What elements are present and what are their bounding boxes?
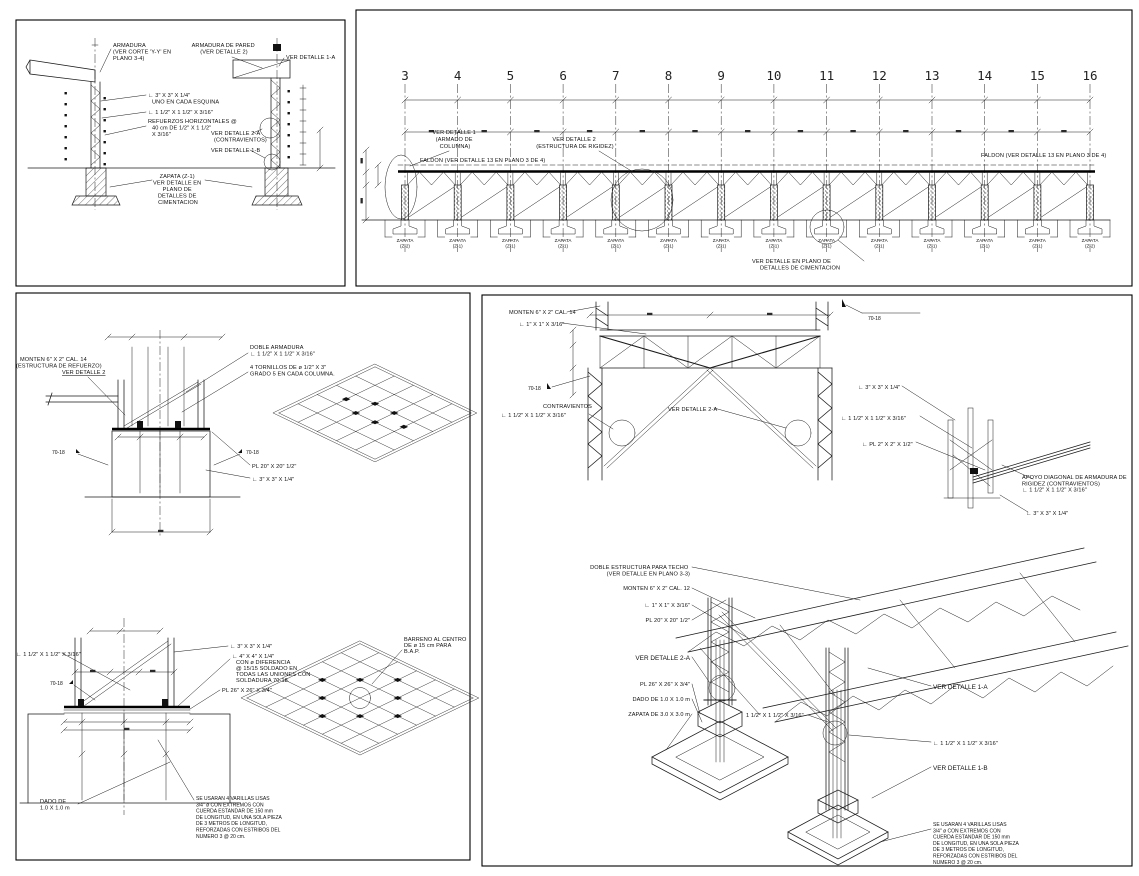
label-angle-main: ∟ 1 1/2" X 1 1/2" X 3/16" <box>148 110 213 116</box>
wall-section-left <box>26 38 120 210</box>
label-cimentacion: VER DETALLE EN PLANO DE DETALLES DE CIMENTACION <box>752 259 841 272</box>
label-angle1-portal: ∟ 1" X 1" X 3/16" <box>519 322 565 328</box>
label-doble-estructura: DOBLE ESTRUCTURA PARA TECHO (VER DETALLE EN PLANO 3-3) <box>590 565 690 578</box>
label-detalle-2: VER DETALLE 2 (ESTRUCTURA DE RIGIDEZ) <box>536 137 614 150</box>
svg-text:16: 16 <box>1082 68 1098 83</box>
label-angle3-lower: ∟ 3" X 3" X 1/4" <box>230 644 273 650</box>
svg-text:6: 6 <box>559 68 567 83</box>
base-plan-grid-lower <box>241 641 479 755</box>
label-dado-iso: DADO DE 1.0 X 1.0 m <box>632 697 690 703</box>
label-detalle-1a-iso: VER DETALLE 1-A <box>933 684 988 691</box>
svg-text:ZAPATA(Z-1): ZAPATA (Z-1) <box>554 238 572 249</box>
label-angle-corner: ∟ 3" X 3" X 1/4" UNO EN CADA ESQUINA <box>148 93 220 106</box>
leader-lines <box>62 646 230 804</box>
label-monten-iso: MONTEN 6" X 2" CAL. 12 <box>623 586 690 592</box>
svg-text:ZAPATA(Z-1): ZAPATA (Z-1) <box>818 238 836 249</box>
label-angle1-iso: ∟ 1" X 1" X 3/16" <box>644 603 690 609</box>
leader-lines <box>100 49 284 187</box>
svg-text:ZAPATA(Z-1): ZAPATA (Z-1) <box>1028 238 1046 249</box>
svg-text:ZAPATA(Z-1): ZAPATA (Z-1) <box>923 238 941 249</box>
label-refuerzos: REFUERZOS HORIZONTALES @ 40 cm DE 1/2" X 1 1/2" X 3/16" <box>148 119 237 138</box>
base-plan-grid-upper <box>273 364 477 462</box>
label-detalle-1b: VER DETALLE 1-B <box>211 148 261 154</box>
callout-circle-2a <box>260 118 280 138</box>
label-detalle-1: VER DETALLE 1 (ARMADO DE COLUMNA) <box>432 130 476 150</box>
svg-text:13: 13 <box>924 68 940 83</box>
svg-text:14: 14 <box>977 68 993 83</box>
callout-circle-angle-iso <box>823 721 847 745</box>
label-detalle-2a: VER DETALLE 2-A (CONTRAVIENTOS) <box>211 131 267 144</box>
label-weld-lower: 70-18 <box>50 681 63 687</box>
rebar-marks-right <box>288 90 290 158</box>
label-apoyo-note: APOYO DIAGONAL DE ARMADURA DE RIGIDEZ (CONTRAVIENTOS) ∟ 1 1/2" X 1 1/2" X 3/16" <box>1022 475 1127 494</box>
svg-text:ZAPATA(Z-1): ZAPATA (Z-1) <box>765 238 783 249</box>
label-placa-portal: ∟ PL 2" X 2" X 1/2" <box>862 442 913 448</box>
grid-numbers <box>401 68 1097 83</box>
label-zapata-iso: ZAPATA DE 3.0 X 3.0 m <box>628 712 690 718</box>
svg-text:15: 15 <box>1029 68 1045 83</box>
svg-text:ZAPATA(Z-2): ZAPATA (Z-2) <box>1081 238 1099 249</box>
label-placa-lower: PL 26" X 26" X 3/4" <box>222 688 272 694</box>
svg-text:3: 3 <box>401 68 409 83</box>
label-doble-armadura: DOBLE ARMADURA ∟ 1 1/2" X 1 1/2" X 3/16" <box>250 345 315 358</box>
label-zapata-note: ZAPATA (Z-1) VER DETALLE EN PLANO DE DETALLES DE CIMENTACION <box>153 174 202 206</box>
panel-wall-sections <box>16 20 345 286</box>
panel-base-details <box>16 293 479 860</box>
label-weld-left: 70-18 <box>52 450 65 456</box>
label-varillas-iso: SE USARAN 4 VARILLAS LISAS 3/4" ø CON EXTREMOS CON CUERDA ESTANDAR DE 150 mm DE LONGITUD, EN UNA SOLA PIEZA DE 3 METROS DE LONGITUD, REFORZADAS CON ESTRIBOS DEL NUMERO 3 @ 20 cm. <box>933 822 1019 866</box>
footings <box>385 220 1110 237</box>
label-angle4-note: ∟ 4" X 4" X 1/4" CON ø DIFERENCIA @ 15/15 SOLDADO EN TODAS LAS UNIONES CON SOLDADURA 70-18. <box>232 654 311 684</box>
label-angle-main-portal: ∟ 1 1/2" X 1 1/2" X 3/16" <box>841 416 906 422</box>
label-weld-right: 70-18 <box>246 450 259 456</box>
base-detail-lower <box>20 618 240 815</box>
label-angle3-apoyo: ∟ 3" X 3" X 1/4" <box>1026 511 1069 517</box>
frame-isometric <box>652 548 1128 865</box>
callout-circle-right <box>785 420 811 446</box>
label-placa2-iso: PL 26" X 26" X 3/4" <box>640 682 690 688</box>
panel-border <box>482 295 1132 866</box>
svg-text:12: 12 <box>871 68 887 83</box>
label-weld-portal-left: 70-18 <box>528 386 541 392</box>
label-angle3-portal: ∟ 3" X 3" X 1/4" <box>858 385 901 391</box>
wall-section-right <box>233 38 323 210</box>
label-dado: DADO DE 1.0 X 1.0 m <box>40 799 70 812</box>
portal-frame-detail <box>547 299 985 480</box>
label-armadura-pared: ARMADURA DE PARED (VER DETALLE 2) <box>191 43 255 56</box>
panel-border <box>16 293 470 860</box>
leader-lines <box>552 306 985 470</box>
label-placa-upper: PL 20" X 20" 1/2" <box>252 464 297 470</box>
label-detalle-2a-portal: VER DETALLE 2-A <box>668 407 718 413</box>
label-monten-portal: MONTEN 6" X 2" CAL. 14 <box>509 310 576 316</box>
label-detalle-1b-iso: VER DETALLE 1-B <box>933 765 988 772</box>
callout-circle-1b <box>264 154 280 170</box>
callout-circle-detalle-2 <box>611 169 673 231</box>
label-faldon-left: FALDON (VER DETALLE 13 EN PLANO 3 DE 4) <box>420 158 546 164</box>
svg-text:ZAPATA(Z-1): ZAPATA (Z-1) <box>660 238 677 249</box>
svg-text:ZAPATA(Z-1): ZAPATA (Z-1) <box>501 238 519 249</box>
panel-frame-details <box>482 295 1132 866</box>
grid-centerlines <box>405 84 1090 252</box>
svg-text:ZAPATA(Z-1): ZAPATA (Z-1) <box>607 238 625 249</box>
label-weld-portal-right: 70-18 <box>868 316 881 322</box>
label-angle-mid-iso: 1 1/2" X 1 1/2" X 3/16" <box>746 713 804 719</box>
svg-text:ZAPATA(Z-1): ZAPATA (Z-1) <box>976 238 994 249</box>
label-angle3-upper: ∟ 3" X 3" X 1/4" <box>252 477 295 483</box>
svg-text:ZAPATA(Z-1): ZAPATA (Z-1) <box>870 238 888 249</box>
svg-text:7: 7 <box>612 68 620 83</box>
label-varillas-note: SE USARAN 4 VARILLAS LISAS 3/4" ø CON EXTREMOS CON CUERDA ESTANDAR DE 150 mm DE LONGITUD, EN UNA SOLA PIEZA DE 3 METROS DE LONGITUD, REFORZADAS CON ESTRIBOS DEL NUMERO 3 @ 20 cm. <box>196 796 282 840</box>
label-angle-right-iso: ∟ 1 1/2" X 1 1/2" X 3/16" <box>933 741 998 747</box>
callout-ellipse-detalle-1 <box>385 155 417 219</box>
svg-text:9: 9 <box>717 68 725 83</box>
svg-text:5: 5 <box>506 68 515 83</box>
label-faldon-right: FALDON (VER DETALLE 13 EN PLANO 3 DE 4) <box>981 153 1107 159</box>
svg-text:10: 10 <box>766 68 782 83</box>
svg-text:4: 4 <box>453 68 462 83</box>
columns <box>402 185 1094 220</box>
label-detalle-2a-iso: VER DETALLE 2-A <box>635 655 690 662</box>
label-armadura: ARMADURA (VER CORTE 'Y-Y' EN PLANO 3-4) <box>113 43 172 62</box>
label-barreno: BARRENO AL CENTRO DE ø 15 cm PARA B.A.P. <box>404 637 467 655</box>
apoyo-diagonal-detail <box>944 408 1090 512</box>
label-placa1-iso: PL 20" X 20" 1/2" <box>645 618 690 624</box>
svg-text:ZAPATA(Z-1): ZAPATA (Z-1) <box>712 238 730 249</box>
svg-text:ZAPATA(Z-1): ZAPATA (Z-1) <box>449 238 467 249</box>
svg-text:8: 8 <box>664 68 673 83</box>
callout-circle-left <box>609 420 635 446</box>
panel-elevation <box>356 10 1132 286</box>
label-monten-refuerzo: MONTEN 6" X 2" CAL. 14 (ESTRUCTURA DE REFUERZO) VER DETALLE 2 <box>16 357 106 376</box>
label-angle-main-lower: ∟ 1 1/2" X 1 1/2" X 3/16" <box>16 652 81 658</box>
label-tornillos: 4 TORNILLOS DE ø 1/2" X 3" GRADO 5 EN CADA COLUMNA. <box>250 365 335 378</box>
svg-text:11: 11 <box>819 68 835 83</box>
label-contravientos: CONTRAVIENTOS ∟ 1 1/2" X 1 1/2" X 3/16" <box>501 404 592 419</box>
label-detalle-1a: VER DETALLE 1-A <box>286 55 336 61</box>
zapata-labels <box>397 238 1100 249</box>
leader-lines <box>666 567 931 842</box>
svg-text:ZAPATA(Z-2): ZAPATA (Z-2) <box>396 238 414 249</box>
panel-border <box>356 10 1132 286</box>
